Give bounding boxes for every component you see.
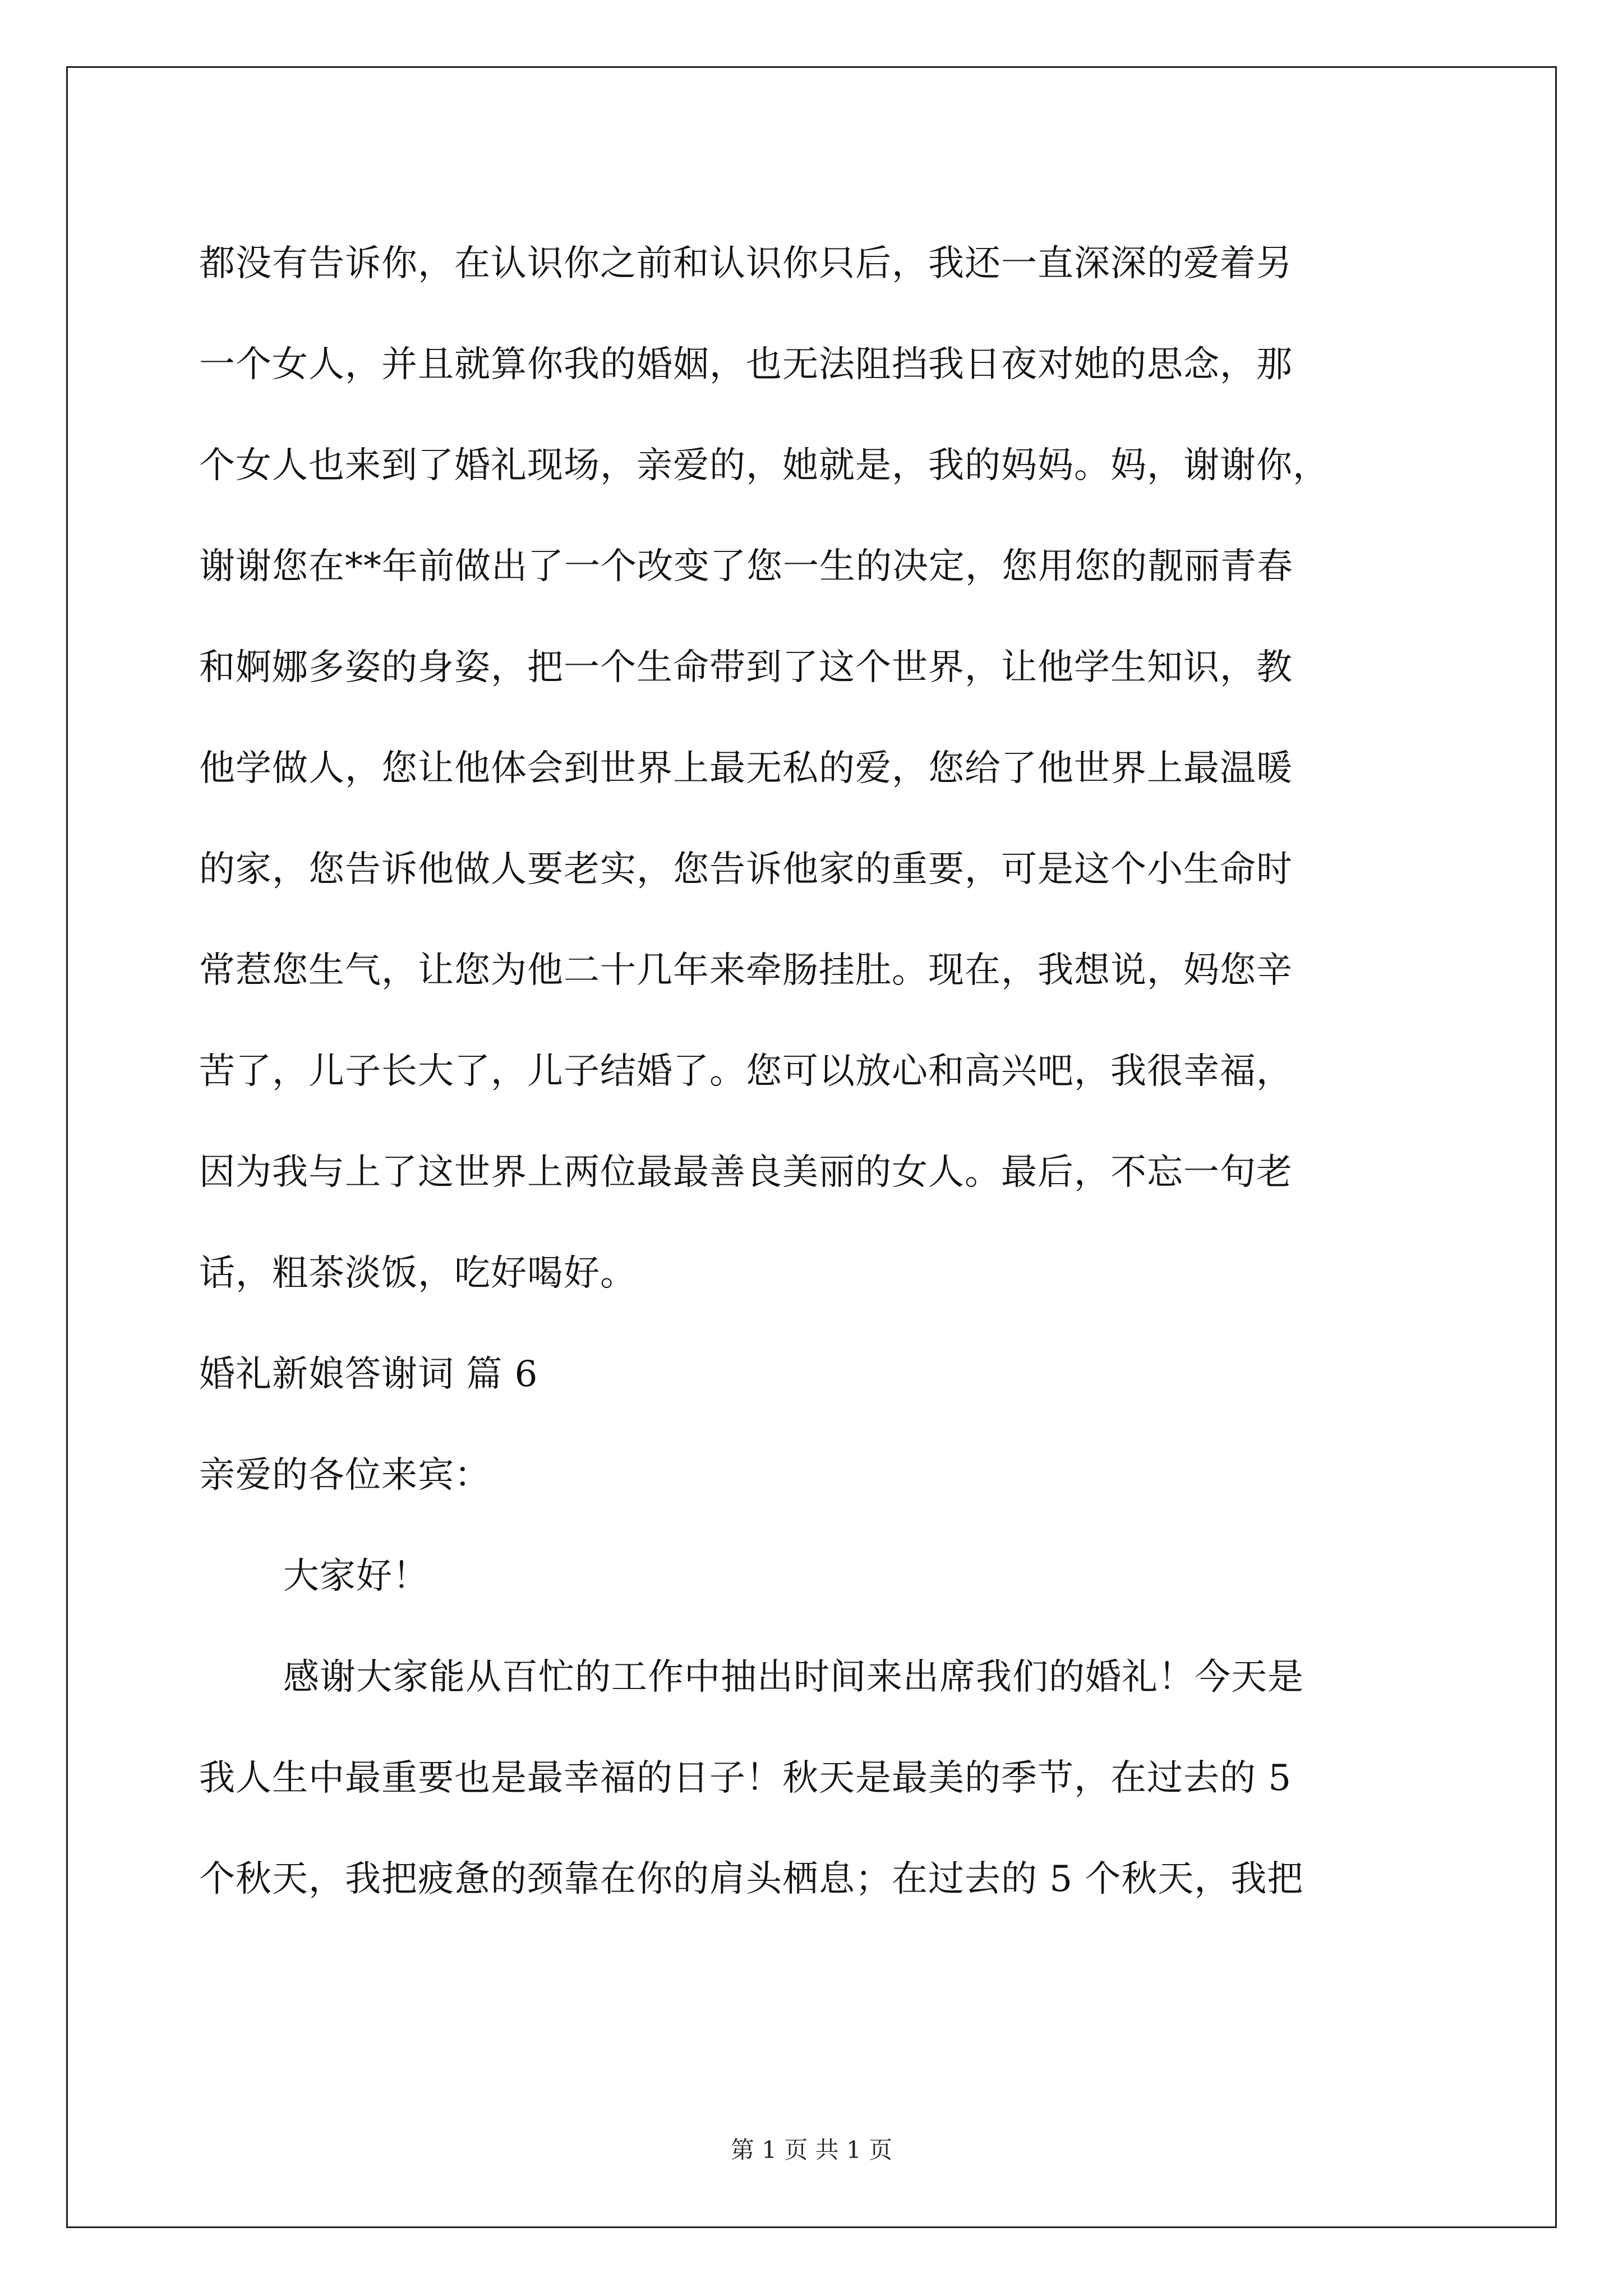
section-heading: 婚礼新娘答谢词 篇 6 [199, 1354, 538, 1395]
text-line: 谢谢您在**年前做出了一个改变了您一生的决定，您用您的靓丽青春 [199, 546, 1293, 587]
document-body [199, 213, 1433, 1930]
text-line: 常惹您生气，让您为他二十几年来牵肠挂肚。现在，我想说，妈您辛 [199, 950, 1293, 991]
text-line: 个女人也来到了婚礼现场，亲爱的，她就是，我的妈妈。妈，谢谢你， [199, 445, 1329, 486]
page-footer: 第 1 页 共 1 页 [730, 2136, 893, 2164]
greeting: 大家好！ [283, 1556, 429, 1597]
text-line: 我人生中最重要也是最幸福的日子！秋天是最美的季节，在过去的 5 [199, 1757, 1292, 1799]
text-line: 一个女人，并且就算你我的婚姻，也无法阻挡我日夜对她的思念，那 [199, 344, 1293, 385]
text-line: 都没有告诉你，在认识你之前和认识你只后，我还一直深深的爱着另 [199, 243, 1293, 284]
text-line: 感谢大家能从百忙的工作中抽出时间来出席我们的婚礼！今天是 [283, 1657, 1304, 1698]
text-line: 和婀娜多姿的身姿，把一个生命带到了这个世界，让他学生知识，教 [199, 647, 1293, 688]
text-line: 话，粗茶淡饭，吃好喝好。 [199, 1253, 637, 1294]
text-line: 因为我与上了这世界上两位最最善良美丽的女人。最后，不忘一句老 [199, 1152, 1293, 1193]
text-line: 苦了，儿子长大了，儿子结婚了。您可以放心和高兴吧，我很幸福， [199, 1051, 1293, 1092]
salutation: 亲爱的各位来宾： [199, 1455, 491, 1496]
text-line: 的家，您告诉他做人要老实，您告诉他家的重要，可是这个小生命时 [199, 849, 1293, 890]
text-line: 个秋天，我把疲惫的颈靠在你的肩头栖息；在过去的 5 个秋天，我把 [199, 1858, 1304, 1900]
text-line: 他学做人，您让他体会到世界上最无私的爱，您给了他世界上最温暖 [199, 748, 1293, 789]
